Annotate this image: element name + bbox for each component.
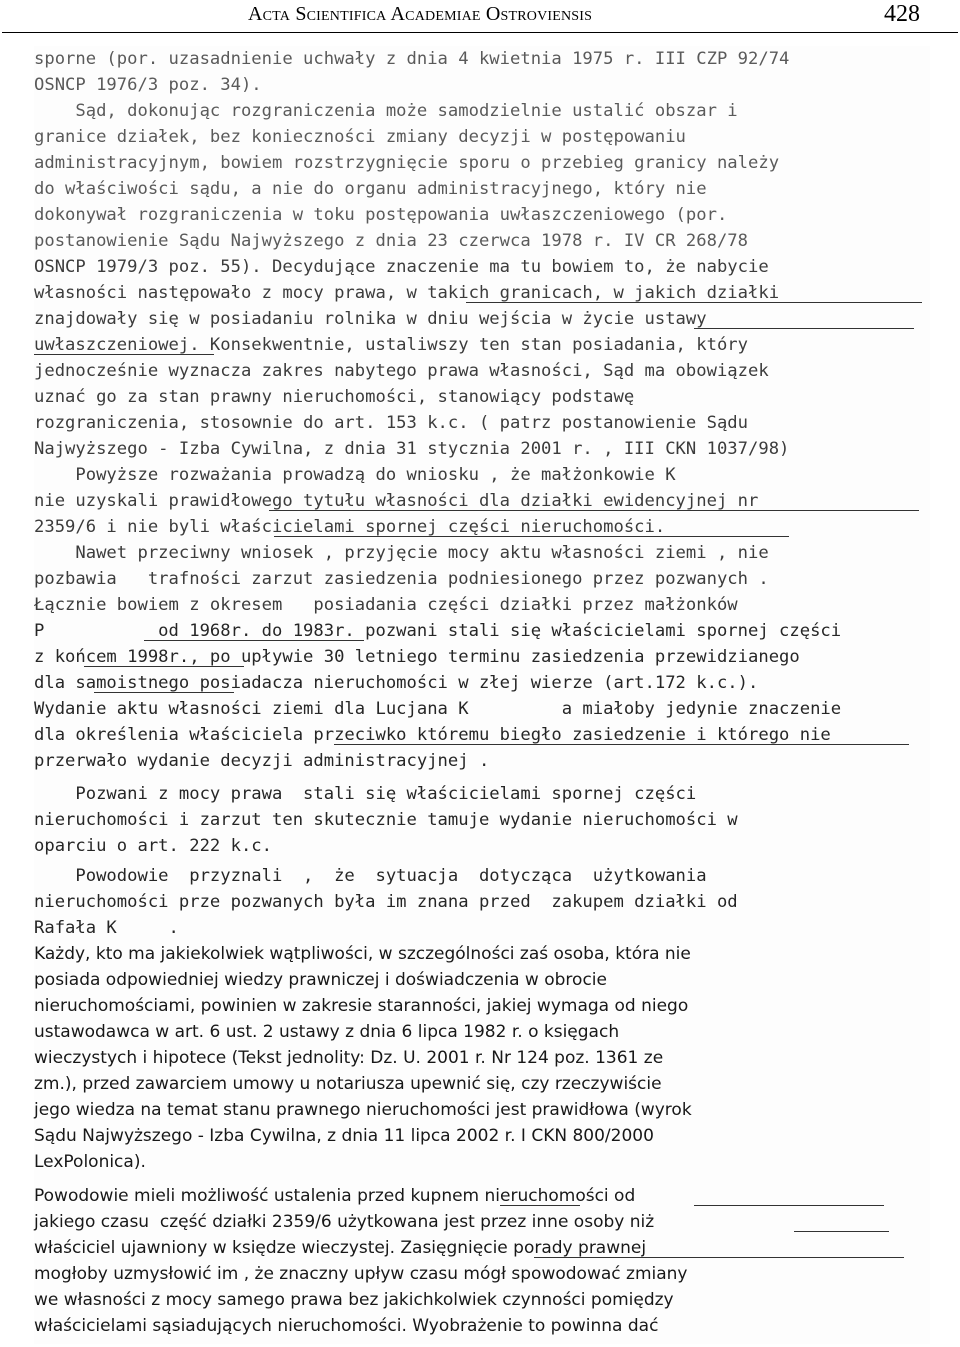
document-line: do właściwości sądu, a nie do organu administracyjnego, który nie xyxy=(34,179,707,199)
document-line: ustawodawca w art. 6 ust. 2 ustawy z dnia 6 lipca 1982 r. o księgach xyxy=(34,1022,620,1042)
document-line: Sąd, dokonując rozgraniczenia może samodzielnie ustalić obszar i xyxy=(34,101,738,121)
header-rule xyxy=(2,32,958,33)
document-line: zm.), przed zawarciem umowy u notariusza upewnić się, czy rzeczywiście xyxy=(34,1074,662,1094)
document-line: we własności z mocy samego prawa bez jakichkolwiek czynności pomiędzy xyxy=(34,1290,674,1310)
document-line: Nawet przeciwny wniosek , przyjęcie mocy aktu własności ziemi , nie xyxy=(34,543,769,563)
document-line: znajdowały się w posiadaniu rolnika w dniu wejścia w życie ustawy xyxy=(34,309,707,329)
document-line: LexPolonica). xyxy=(34,1152,146,1172)
document-line: OSNCP 1979/3 poz. 55). Decydujące znaczenie ma tu bowiem to, że nabycie xyxy=(34,257,769,277)
document-line: nieruchomościami, powinien w zakresie staranności, jakiej wymaga od niego xyxy=(34,996,689,1016)
document-line: granice działek, bez konieczności zmiany decyzji w postępowaniu xyxy=(34,127,686,147)
handwritten-underline xyxy=(694,1205,884,1206)
document-line: nieruchomości prze pozwanych była im znana przed zakupem działki od xyxy=(34,892,738,912)
document-line: Wydanie aktu własności ziemi dla Lucjana K a miałoby jedynie znaczenie xyxy=(34,699,842,719)
document-line: dokonywał rozgraniczenia w toku postępowania uwłaszczeniowego (por. xyxy=(34,205,728,225)
running-header xyxy=(0,0,960,34)
handwritten-underline xyxy=(466,302,922,303)
document-line: jakiego czasu część działki 2359/6 użytkowana jest przez inne osoby niż xyxy=(34,1212,655,1232)
document-line: wieczystych i hipotece (Tekst jednolity: Dz. U. 2001 r. Nr 124 poz. 1361 ze xyxy=(34,1048,664,1068)
document-line: posiada odpowiedniej wiedzy prawniczej i doświadczenia w obrocie xyxy=(34,970,607,990)
document-line: uznać go za stan prawny nieruchomości, stanowiący podstawę xyxy=(34,387,635,407)
document-line: Sądu Najwyższego - Izba Cywilna, z dnia 11 lipca 2002 r. I CKN 800/2000 xyxy=(34,1126,654,1146)
handwritten-underline xyxy=(274,536,789,537)
handwritten-underline xyxy=(694,328,914,329)
document-line: OSNCP 1976/3 poz. 34). xyxy=(34,75,262,95)
handwritten-underline xyxy=(794,1231,889,1232)
document-line: P od 1968r. do 1983r. pozwani stali się właścicielami spornej części xyxy=(34,621,842,641)
document-line: właściciel ujawniony w księdze wieczystej. Zasięgnięcie porady prawnej xyxy=(34,1238,647,1258)
document-line: nie uzyskali prawidłowego tytułu własności dla działki ewidencyjnej nr xyxy=(34,491,759,511)
document-line: właścicielami sąsiadujących nieruchomości. Wyobrażenie to powinna dać xyxy=(34,1316,659,1336)
document-line: jego wiedza na temat stanu prawnego nieruchomości jest prawidłowa (wyrok xyxy=(34,1100,692,1120)
document-line: Powodowie przyznali , że sytuacja dotycząca użytkowania xyxy=(34,866,707,886)
handwritten-underline xyxy=(269,510,919,511)
handwritten-underline xyxy=(84,666,244,667)
scanned-court-document xyxy=(34,46,930,1344)
document-line: dla określenia właściciela przeciwko któremu biegło zasiedzenie i którego nie xyxy=(34,725,831,745)
document-line: dla samoistnego posiadacza nieruchomości w złej wierze (art.172 k.c.). xyxy=(34,673,759,693)
document-line: sporne (por. uzasadnienie uchwały z dnia 4 kwietnia 1975 r. III CZP 92/74 xyxy=(34,49,790,69)
document-line: Łącznie bowiem z okresem posiadania części działki przez małżonków xyxy=(34,595,738,615)
document-line: jednocześnie wyznacza zakres nabytego prawa własności, Sąd ma obowiązek xyxy=(34,361,769,381)
document-line: postanowienie Sądu Najwyższego z dnia 23 czerwca 1978 r. IV CR 268/78 xyxy=(34,231,748,251)
handwritten-underline xyxy=(144,640,364,641)
handwritten-underline xyxy=(334,744,909,745)
document-line: 2359/6 i nie byli właścicielami spornej części nieruchomości. xyxy=(34,517,666,537)
handwritten-underline xyxy=(94,692,234,693)
document-line: własności następowało z mocy prawa, w takich granicach, w jakich działki xyxy=(34,283,780,303)
document-line: uwłaszczeniowej. Konsekwentnie, ustaliwszy ten stan posiadania, który xyxy=(34,335,748,355)
document-line: oparciu o art. 222 k.c. xyxy=(34,836,272,856)
document-line: mogłoby uzmysłowić im , że znaczny upływ czasu mógł spowodować zmiany xyxy=(34,1264,688,1284)
page-number: 428 xyxy=(884,1,920,27)
document-line: Rafała K . xyxy=(34,918,179,938)
document-line: rozgraniczenia, stosownie do art. 153 k.c. ( patrz postanowienie Sądu xyxy=(34,413,748,433)
journal-title: Acta Scientifica Academiae Ostroviensis xyxy=(248,3,593,25)
handwritten-underline xyxy=(34,354,214,355)
document-line: administracyjnym, bowiem rozstrzygnięcie sporu o przebieg granicy należy xyxy=(34,153,780,173)
document-line: Pozwani z mocy prawa stali się właścicielami spornej części xyxy=(34,784,697,804)
document-line: przerwało wydanie decyzji administracyjnej . xyxy=(34,751,490,771)
document-line: Powodowie mieli możliwość ustalenia przed kupnem nieruchomości od xyxy=(34,1186,636,1206)
document-line: Każdy, kto ma jakiekolwiek wątpliwości, w szczególności zaś osoba, która nie xyxy=(34,944,691,964)
document-line: Najwyższego - Izba Cywilna, z dnia 31 stycznia 2001 r. , III CKN 1037/98) xyxy=(34,439,790,459)
document-line: nieruchomości i zarzut ten skutecznie tamuje wydanie nieruchomości w xyxy=(34,810,738,830)
handwritten-underline xyxy=(534,1257,904,1258)
document-line: Powyższe rozważania prowadzą do wniosku , że małżonkowie K xyxy=(34,465,676,485)
document-line: z końcem 1998r., po upływie 30 letniego terminu zasiedzenia przewidzianego xyxy=(34,647,800,667)
handwritten-underline xyxy=(500,1205,580,1206)
document-line: pozbawia trafności zarzut zasiedzenia podniesionego przez pozwanych . xyxy=(34,569,769,589)
